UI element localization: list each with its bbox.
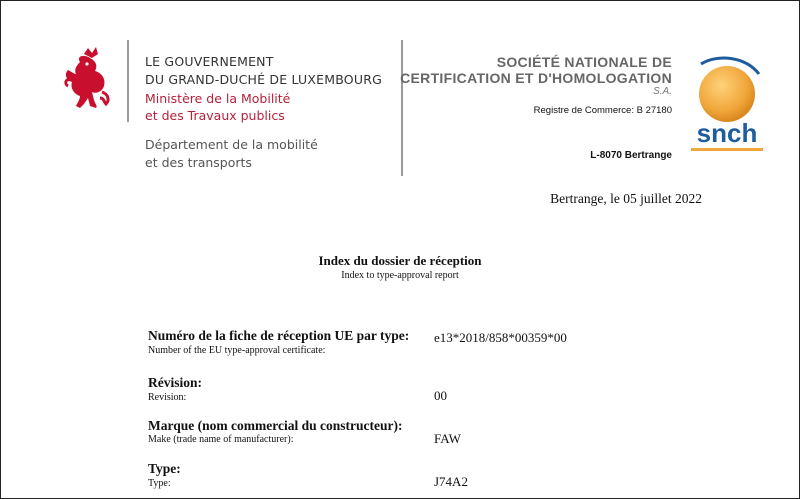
field-label-type: Type: <box>148 461 181 476</box>
snch-legal-form: S.A. <box>653 86 672 97</box>
department-line-2: et des transports <box>145 155 252 170</box>
header-divider-right <box>401 40 403 176</box>
field-value-type: J74A2 <box>434 474 468 489</box>
snch-name-line-2: CERTIFICATION ET D'HOMOLOGATION <box>400 70 672 86</box>
field-label-certificate-number: Numéro de la fiche de réception UE par type: <box>148 328 410 343</box>
gov-line-2: DU GRAND-DUCHÉ DE LUXEMBOURG <box>145 72 382 87</box>
ministry-line-2: et des Travaux publics <box>145 108 285 123</box>
department-line-1: Département de la mobilité <box>145 137 318 152</box>
field-value-make: FAW <box>434 431 461 446</box>
field-sublabel-make: Make (trade name of manufacturer): <box>148 434 294 445</box>
document-subtitle: Index to type-approval report <box>341 270 459 281</box>
field-sublabel-type: Type: <box>148 478 171 489</box>
field-value-certificate-number: e13*2018/858*00359*00 <box>434 330 567 345</box>
snch-register: Registre de Commerce: B 27180 <box>533 105 672 116</box>
field-label-revision: Révision: <box>148 375 202 390</box>
field-sublabel-revision: Revision: <box>148 392 187 403</box>
header-divider-left <box>127 40 129 122</box>
snch-name-line-1: SOCIÉTÉ NATIONALE DE <box>496 54 672 70</box>
date-line: Bertrange, le 05 juillet 2022 <box>550 191 702 206</box>
ministry-line-1: Ministère de la Mobilité <box>145 91 291 106</box>
snch-logo <box>687 56 767 156</box>
field-label-make: Marque (nom commercial du constructeur): <box>148 418 403 433</box>
snch-logo-text: snch <box>696 118 758 148</box>
field-value-revision: 00 <box>434 388 447 403</box>
field-sublabel-certificate-number: Number of the EU type-approval certificate: <box>148 345 326 356</box>
snch-address: L-8070 Bertrange <box>590 150 672 161</box>
document-title: Index du dossier de réception <box>318 253 482 268</box>
luxembourg-lion-emblem <box>62 44 114 112</box>
gov-line-1: LE GOUVERNEMENT <box>145 54 274 69</box>
